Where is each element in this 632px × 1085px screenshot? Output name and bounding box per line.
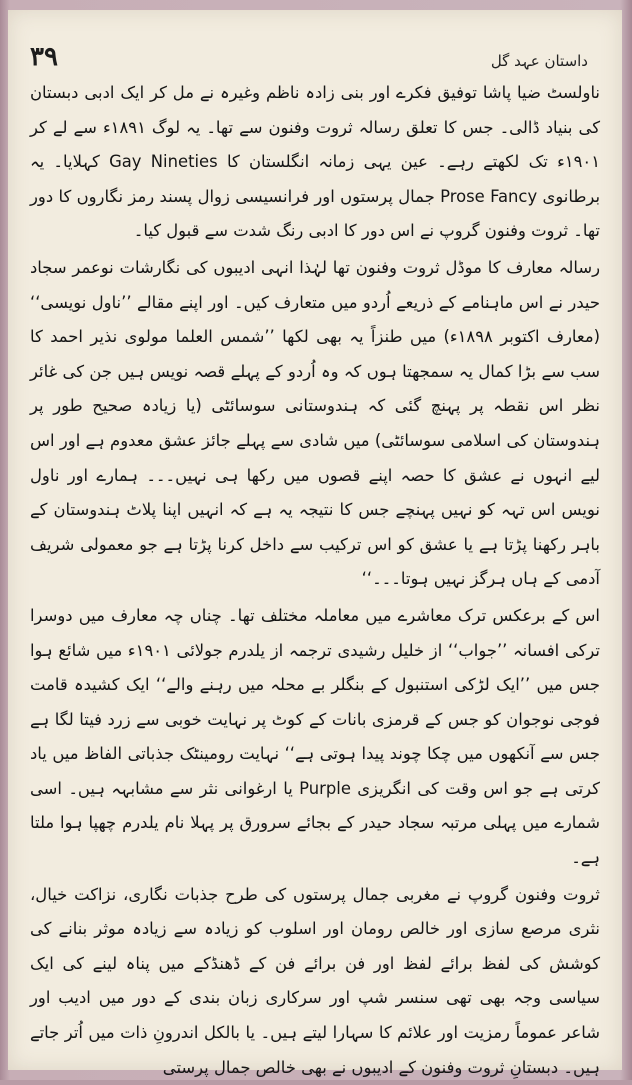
body-text [30, 76, 600, 1085]
book-page [8, 10, 622, 1077]
running-header: داستان عہد گل [490, 52, 588, 70]
page-number: ۳۹ [30, 42, 58, 72]
paragraph-1: ناولسٹ ضیا پاشا توفیق فکرے اور بنی زادہ ناظم وغیرہ نے مل کر ایک ادبی دبستان کی بنیاد ڈالی۔ جس کا تعلق رسالہ ثروت وفنون سے تھا۔ یہ لوگ ۱۸۹۱ء سے لے کر ۱۹۰۱ء تک لکھتے رہے۔ عین یہی زمانہ انگلستان کا Gay Nineties کہلایا۔ یہ برطانوی Prose Fancy جمال پرستوں اور فرانسیسی زوال پسند رمز نگاروں کا دور تھا۔ ثروت وفنون گروپ نے اس دور کا ادبی رنگ شدت سے قبول کیا۔ [30, 83, 601, 241]
paragraph-2: رسالہ معارف کا موڈل ثروت وفنون تھا لہٰذا انہی ادیبوں کی نگارشات نوعمر سجاد حیدر نے اس ماہنامے کے ذریعے اُردو میں متعارف کیں۔ اور اپنے مقالے ’’ناول نویسی‘‘ (معارف اکتوبر ۱۸۹۸ء) میں طنزاً یہ بھی لکھا ’’شمس العلما مولوی نذیر احمد کا سب سے بڑا کمال یہ سمجھتا ہوں کہ وہ اُردو کے پہلے قصہ نویس ہیں جن کی غائر نظر اس نقطہ پر پہنچ گئی کہ ہندوستانی سوسائٹی (یا زیادہ صحیح طور پر ہندوستان کی اسلامی سوسائٹی) میں شادی سے پہلے جائز عشق معدوم ہے اور اس لیے انہوں نے عشق کا حصہ اپنے قصوں میں رکھا ہی نہیں۔۔۔ ہمارے اور ناول نویس اس تہہ کو نہیں پہنچے جس کا نتیجہ یہ ہے کہ انہیں اپنا پلاٹ ہندوستان کے باہر رکھنا پڑتا ہے یا عشق کو اس ترکیب سے داخل کرنا پڑتا ہے جو معمولی شریف آدمی کے ہاں ہرگز نہیں ہوتا۔۔۔‘‘ [30, 257, 600, 589]
paragraph-3: اس کے برعکس ترک معاشرے میں معاملہ مختلف تھا۔ چناں چہ معارف میں دوسرا ترکی افسانہ ’’جواب‘‘ از خلیل رشیدی ترجمہ از یلدرم جولائی ۱۹۰۱ء میں شائع ہوا جس میں ’’ایک لڑکی استنبول کے بنگلر بے محلہ میں رہنے والے‘‘ ایک کشیدہ قامت فوجی نوجوان کو جس کے قرمزی بانات کے کوٹ پر نہایت خوبی سے زرد فیتا لگا ہے جس سے آنکھوں میں چکا چوند پیدا ہوتی ہے‘‘ نہایت رومینٹک جذباتی الفاظ میں یاد کرتی ہے جو اس وقت کی انگریزی Purple یا ارغوانی نثر سے مشابہہ ہیں۔ اسی شمارے میں پہلی مرتبہ سجاد حیدر کے بجائے سرورق پر پہلا نام یلدرم چھپا ہوا ملتا ہے۔ [30, 605, 600, 868]
paragraph-4: ثروت وفنون گروپ نے مغربی جمال پرستوں کی طرح جذبات نگاری، نزاکت خیال، نثری مرصع سازی اور خالص رومان اور اسلوب کو زیادہ سے زیادہ موثر بنانے کی کوشش کی لفظ برائے لفظ اور فن برائے فن کے ڈھنڈکے میں پناہ لینے کی ایک سیاسی وجہ بھی تھی سنسر شپ اور سرکاری زبان بندی کے دور میں ادیب اور شاعر عموماً رمزیت اور علائم کا سہارا لیتے ہیں۔ یا بالکل اندرونِ ذات میں اُتر جاتے ہیں۔ دبستانِ ثروت وفنون کے ادیبوں نے بھی خالص جمال پرستی [30, 884, 600, 1077]
